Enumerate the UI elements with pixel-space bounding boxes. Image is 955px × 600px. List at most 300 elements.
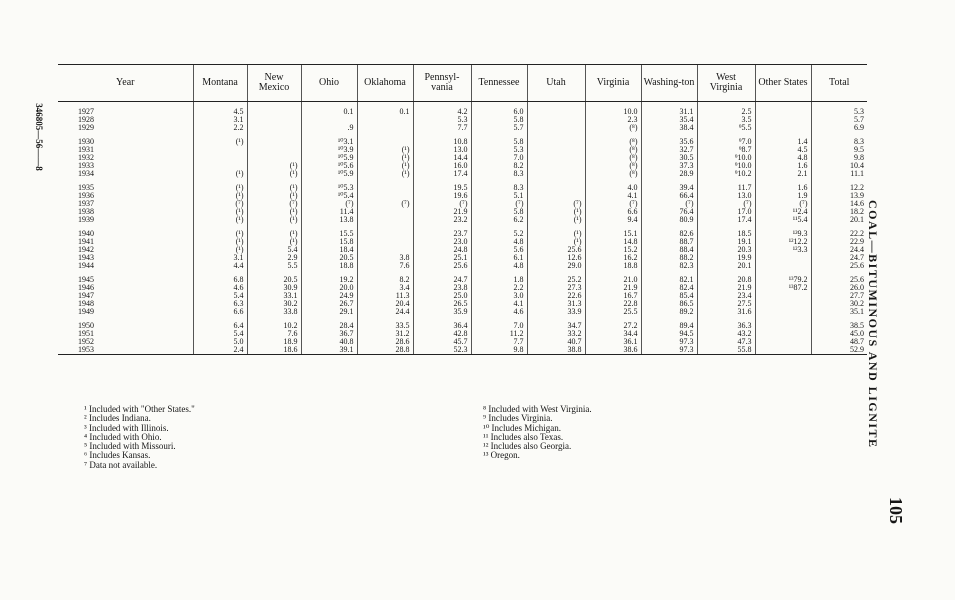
value-cell: 17.4 (697, 216, 755, 224)
value-cell: 4.6 (193, 284, 247, 292)
value-cell: 10.8 (413, 132, 471, 146)
table-row (58, 270, 867, 284)
value-cell: 5.3 (811, 102, 867, 117)
value-cell: 33.5 (357, 316, 413, 330)
value-cell: (⁸) (585, 154, 641, 162)
value-cell: 48.7 (811, 338, 867, 346)
value-cell: (⁷) (471, 200, 527, 208)
value-cell: 5.8 (471, 132, 527, 146)
value-cell: 7.7 (413, 124, 471, 132)
table-row (58, 316, 867, 330)
value-cell (193, 154, 247, 162)
value-cell: 85.4 (641, 292, 697, 300)
year-cell: 1947 (78, 292, 94, 300)
value-cell: 2.5 (697, 102, 755, 117)
value-cell: ⁹10.2 (697, 170, 755, 178)
value-cell: 5.3 (471, 146, 527, 154)
value-cell: 35.4 (641, 116, 697, 124)
value-cell: (⁷) (755, 200, 811, 208)
year-cell: 1951 (78, 330, 94, 338)
value-cell: 47.3 (697, 338, 755, 346)
value-cell: 8.3 (471, 170, 527, 178)
value-cell: 20.4 (357, 300, 413, 308)
year-cell: 1931 (78, 146, 94, 154)
value-cell: 7.7 (471, 338, 527, 346)
value-cell: (¹) (357, 154, 413, 162)
value-cell: 25.2 (527, 270, 585, 284)
value-cell: 5.8 (471, 208, 527, 216)
value-cell: (¹) (193, 224, 247, 238)
row-group (58, 178, 867, 224)
value-cell: 5.5 (247, 262, 301, 270)
column-header: Tennessee (471, 65, 527, 102)
table-row (58, 216, 867, 224)
value-cell (755, 116, 811, 124)
value-cell: 33.8 (247, 308, 301, 316)
value-cell: ¹¹5.4 (755, 216, 811, 224)
value-cell: 9.5 (811, 146, 867, 154)
value-cell: 38.6 (585, 346, 641, 355)
table-row (58, 146, 867, 154)
table-row (58, 292, 867, 300)
value-cell: 8.2 (357, 270, 413, 284)
value-cell: 18.8 (585, 262, 641, 270)
value-cell: 5.2 (471, 224, 527, 238)
value-cell (247, 154, 301, 162)
value-cell: 5.8 (471, 116, 527, 124)
value-cell: 33.2 (527, 330, 585, 338)
footnote: ¹⁰ Includes Michigan. (483, 422, 562, 433)
value-cell: 12.6 (527, 254, 585, 262)
value-cell: 11.3 (357, 292, 413, 300)
value-cell: (¹) (247, 208, 301, 216)
value-cell: ¹⁰5.4 (301, 192, 357, 200)
value-cell: 88.4 (641, 246, 697, 254)
value-cell: ¹³79.2 (755, 270, 811, 284)
value-cell: 18.6 (247, 346, 301, 355)
value-cell: 19.9 (697, 254, 755, 262)
value-cell: 29.1 (301, 308, 357, 316)
value-cell: 66.4 (641, 192, 697, 200)
value-cell: 22.6 (527, 292, 585, 300)
value-cell: 18.8 (301, 262, 357, 270)
value-cell: ¹¹2.4 (755, 208, 811, 216)
value-cell (247, 102, 301, 117)
value-cell: (⁸) (585, 146, 641, 154)
value-cell: 7.6 (357, 262, 413, 270)
value-cell: 7.6 (247, 330, 301, 338)
value-cell: ⁹10.0 (697, 162, 755, 170)
value-cell (755, 346, 811, 355)
value-cell: ¹²3.3 (755, 246, 811, 254)
value-cell: 25.1 (413, 254, 471, 262)
table-row (58, 262, 867, 270)
value-cell: (¹) (527, 238, 585, 246)
value-cell: (¹) (193, 170, 247, 178)
value-cell: 3.0 (471, 292, 527, 300)
value-cell (357, 208, 413, 216)
column-header: Year (58, 65, 193, 102)
value-cell: (¹) (357, 162, 413, 170)
value-cell (357, 132, 413, 146)
row-group (58, 316, 867, 355)
value-cell: 15.2 (585, 246, 641, 254)
year-cell: 1953 (58, 346, 193, 355)
value-cell: 4.8 (755, 154, 811, 162)
value-cell: 4.6 (471, 308, 527, 316)
value-cell: 94.5 (641, 330, 697, 338)
value-cell: ⁹5.5 (697, 124, 755, 132)
value-cell: 22.2 (811, 224, 867, 238)
value-cell: 36.7 (301, 330, 357, 338)
value-cell: 29.0 (527, 262, 585, 270)
value-cell: ¹²9.3 (755, 224, 811, 238)
table-row (58, 330, 867, 338)
value-cell: 12.2 (811, 178, 867, 192)
value-cell (301, 116, 357, 124)
value-cell: 14.6 (811, 200, 867, 208)
value-cell: 24.7 (811, 254, 867, 262)
value-cell: 25.6 (811, 262, 867, 270)
value-cell (527, 116, 585, 124)
value-cell: ¹⁰5.9 (301, 170, 357, 178)
value-cell: 15.8 (301, 238, 357, 246)
value-cell (527, 178, 585, 192)
value-cell: (⁷) (527, 200, 585, 208)
value-cell: 13.0 (697, 192, 755, 200)
year-cell: 1950 (78, 321, 94, 330)
year-cell: 1946 (78, 284, 94, 292)
value-cell: ¹³87.2 (755, 284, 811, 292)
value-cell: (¹) (193, 178, 247, 192)
table-row (58, 208, 867, 216)
footnote: ⁵ Included with Missouri. (84, 441, 176, 452)
value-cell: (⁷) (641, 200, 697, 208)
value-cell: (¹) (527, 208, 585, 216)
value-cell: 4.5 (193, 102, 247, 117)
value-cell: 19.6 (413, 192, 471, 200)
value-cell: (⁷) (247, 200, 301, 208)
value-cell: 6.2 (471, 216, 527, 224)
value-cell: 6.0 (471, 102, 527, 117)
value-cell: ⁹8.7 (697, 146, 755, 154)
value-cell: 5.4 (193, 330, 247, 338)
column-header: Utah (527, 65, 585, 102)
value-cell: 6.9 (811, 124, 867, 132)
value-cell (755, 124, 811, 132)
value-cell: (⁷) (585, 200, 641, 208)
value-cell (527, 102, 585, 117)
value-cell: 13.9 (811, 192, 867, 200)
value-cell: 88.2 (641, 254, 697, 262)
value-cell: 30.9 (247, 284, 301, 292)
value-cell: 10.2 (247, 316, 301, 330)
column-header: West Virginia (697, 65, 755, 102)
value-cell: 39.4 (641, 178, 697, 192)
value-cell: 20.3 (697, 246, 755, 254)
value-cell: 16.7 (585, 292, 641, 300)
table-row (58, 192, 867, 200)
year-cell: 1929 (78, 124, 94, 132)
value-cell: (⁷) (413, 200, 471, 208)
footnote: ⁴ Included with Ohio. (84, 431, 162, 442)
value-cell: 20.1 (697, 262, 755, 270)
value-cell: 34.7 (527, 316, 585, 330)
value-cell: 6.6 (585, 208, 641, 216)
value-cell: 1.6 (755, 178, 811, 192)
value-cell: 21.9 (697, 284, 755, 292)
value-cell: 11.7 (697, 178, 755, 192)
value-cell: 3.1 (193, 254, 247, 262)
value-cell: 17.0 (697, 208, 755, 216)
value-cell: (⁷) (357, 200, 413, 208)
value-cell: 7.0 (471, 154, 527, 162)
value-cell: (¹) (193, 208, 247, 216)
year-cell: 1934 (78, 170, 94, 178)
row-group (58, 224, 867, 270)
value-cell: ¹⁰5.9 (301, 154, 357, 162)
value-cell: 21.9 (413, 208, 471, 216)
value-cell (357, 224, 413, 238)
value-cell: 82.1 (641, 270, 697, 284)
value-cell: 1.6 (755, 162, 811, 170)
column-header: Pennsyl-vania (413, 65, 471, 102)
value-cell (357, 116, 413, 124)
value-cell: 27.5 (697, 300, 755, 308)
value-cell: 40.7 (527, 338, 585, 346)
table-row (58, 102, 867, 117)
value-cell: (¹) (247, 170, 301, 178)
value-cell: 5.0 (193, 338, 247, 346)
value-cell: 19.2 (301, 270, 357, 284)
value-cell: 24.9 (301, 292, 357, 300)
value-cell (755, 338, 811, 346)
row-group (58, 132, 867, 178)
value-cell: 13.0 (413, 146, 471, 154)
value-cell: 89.2 (641, 308, 697, 316)
value-cell: 21.9 (585, 284, 641, 292)
value-cell: 1.9 (755, 192, 811, 200)
value-cell (357, 124, 413, 132)
value-cell (755, 316, 811, 330)
value-cell: 23.4 (697, 292, 755, 300)
value-cell: 2.3 (585, 116, 641, 124)
value-cell: (⁸) (585, 124, 641, 132)
value-cell: 27.3 (527, 284, 585, 292)
table-row (58, 116, 867, 124)
value-cell (527, 124, 585, 132)
value-cell: 26.0 (811, 284, 867, 292)
value-cell: 28.8 (357, 346, 413, 355)
footnote: ¹ Included with "Other States." (84, 404, 195, 414)
value-cell: 25.6 (527, 246, 585, 254)
value-cell: 5.4 (247, 246, 301, 254)
value-cell: 4.5 (755, 146, 811, 154)
value-cell: 31.1 (641, 102, 697, 117)
row-group (58, 102, 867, 133)
value-cell: 8.3 (471, 178, 527, 192)
value-cell: (⁸) (585, 162, 641, 170)
value-cell (527, 154, 585, 162)
year-cell: 1928 (78, 116, 94, 124)
value-cell: ⁹10.0 (697, 154, 755, 162)
table-row (58, 178, 867, 192)
value-cell: (⁸) (585, 170, 641, 178)
value-cell: 24.7 (413, 270, 471, 284)
value-cell: 36.3 (697, 316, 755, 330)
value-cell: (¹) (247, 178, 301, 192)
value-cell (247, 132, 301, 146)
value-cell: 5.7 (811, 116, 867, 124)
value-cell (755, 254, 811, 262)
value-cell: 35.9 (413, 308, 471, 316)
value-cell: 24.4 (811, 246, 867, 254)
value-cell: 3.4 (357, 284, 413, 292)
column-header: Washing-ton (641, 65, 697, 102)
value-cell: 2.1 (755, 170, 811, 178)
value-cell: 9.8 (811, 154, 867, 162)
value-cell: 2.2 (193, 124, 247, 132)
value-cell: 38.4 (641, 124, 697, 132)
year-cell: 1942 (78, 246, 94, 254)
column-header: Montana (193, 65, 247, 102)
value-cell: 15.5 (301, 224, 357, 238)
value-cell: 5.1 (471, 192, 527, 200)
value-cell: 14.4 (413, 154, 471, 162)
value-cell (357, 216, 413, 224)
footnote: ⁶ Includes Kansas. (84, 450, 151, 461)
value-cell: 39.1 (301, 346, 357, 355)
value-cell (357, 246, 413, 254)
value-cell: 9.4 (585, 216, 641, 224)
column-header: Ohio (301, 65, 357, 102)
year-cell: 1941 (78, 238, 94, 246)
value-cell: 22.8 (585, 300, 641, 308)
value-cell: 6.8 (193, 270, 247, 284)
value-cell: 27.2 (585, 316, 641, 330)
value-cell (193, 162, 247, 170)
value-cell: 42.8 (413, 330, 471, 338)
value-cell: 38.8 (527, 346, 585, 355)
value-cell: 2.2 (471, 284, 527, 292)
value-cell: 82.6 (641, 224, 697, 238)
value-cell: 22.9 (811, 238, 867, 246)
value-cell: 45.0 (811, 330, 867, 338)
value-cell: 20.8 (697, 270, 755, 284)
value-cell: 45.7 (413, 338, 471, 346)
value-cell: 18.2 (811, 208, 867, 216)
value-cell: 36.1 (585, 338, 641, 346)
value-cell: 20.5 (247, 270, 301, 284)
column-header: Other States (755, 65, 811, 102)
value-cell: 18.9 (247, 338, 301, 346)
year-cell: 1939 (78, 216, 94, 224)
value-cell: 9.8 (471, 346, 527, 355)
value-cell: 10.0 (585, 102, 641, 117)
value-cell (755, 292, 811, 300)
table-row (58, 154, 867, 162)
value-cell: 11.4 (301, 208, 357, 216)
value-cell: 40.8 (301, 338, 357, 346)
year-cell: 1936 (78, 192, 94, 200)
year-cell: 1948 (78, 300, 94, 308)
value-cell (357, 192, 413, 200)
value-cell: 24.8 (413, 246, 471, 254)
value-cell (527, 192, 585, 200)
year-cell: 1930 (78, 137, 94, 146)
side-code: 346805—56——8 (33, 103, 44, 171)
value-cell: 5.7 (471, 124, 527, 132)
year-cell: 1945 (78, 275, 94, 284)
value-cell: (¹) (247, 224, 301, 238)
table-row (58, 254, 867, 262)
value-cell: 89.4 (641, 316, 697, 330)
value-cell (247, 116, 301, 124)
value-cell: 28.9 (641, 170, 697, 178)
value-cell: 86.5 (641, 300, 697, 308)
value-cell: 4.1 (471, 300, 527, 308)
data-table (58, 64, 867, 355)
value-cell: 2.9 (247, 254, 301, 262)
value-cell: 5.4 (193, 292, 247, 300)
value-cell: 5.6 (471, 246, 527, 254)
footnote: ⁹ Includes Virginia. (483, 413, 553, 424)
value-cell: 32.7 (641, 146, 697, 154)
value-cell: 26.5 (413, 300, 471, 308)
value-cell: 23.7 (413, 224, 471, 238)
value-cell: 8.3 (811, 132, 867, 146)
table-row (58, 162, 867, 170)
value-cell (755, 330, 811, 338)
value-cell: 4.4 (193, 262, 247, 270)
value-cell: 82.3 (641, 262, 697, 270)
table-row (58, 308, 867, 316)
table-row (58, 238, 867, 246)
value-cell: 4.8 (471, 238, 527, 246)
value-cell: 10.4 (811, 162, 867, 170)
value-cell (755, 262, 811, 270)
value-cell: 16.0 (413, 162, 471, 170)
value-cell: 23.2 (413, 216, 471, 224)
value-cell: 31.3 (527, 300, 585, 308)
value-cell: (¹) (247, 238, 301, 246)
value-cell: .9 (301, 124, 357, 132)
value-cell: 7.0 (471, 316, 527, 330)
column-header: Virginia (585, 65, 641, 102)
value-cell: 20.1 (811, 216, 867, 224)
year-cell: 1944 (78, 262, 94, 270)
year-cell: 1949 (78, 308, 94, 316)
value-cell: (⁷) (697, 200, 755, 208)
value-cell (755, 300, 811, 308)
value-cell: ¹⁰5.6 (301, 162, 357, 170)
column-header: Total (811, 65, 867, 102)
table-header-row (58, 65, 867, 102)
value-cell: 25.6 (413, 262, 471, 270)
value-cell: 82.4 (641, 284, 697, 292)
value-cell: (¹) (193, 216, 247, 224)
value-cell: (¹) (193, 246, 247, 254)
value-cell: 31.2 (357, 330, 413, 338)
year-cell: 1937 (78, 200, 94, 208)
value-cell: (¹) (193, 238, 247, 246)
value-cell: 97.3 (641, 346, 697, 355)
page-number: 105 (886, 497, 906, 524)
value-cell: 11.2 (471, 330, 527, 338)
row-group (58, 270, 867, 316)
year-cell: 1938 (78, 208, 94, 216)
value-cell: 11.1 (811, 170, 867, 178)
